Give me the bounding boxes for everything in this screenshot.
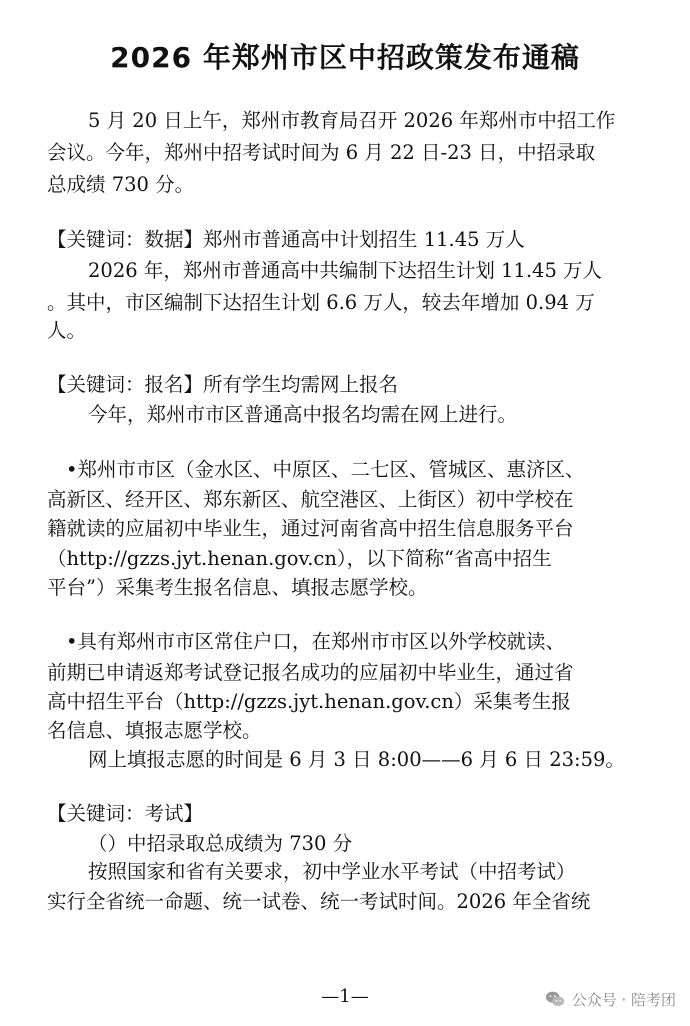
paragraph-line: （http://gzzs.jyt.henan.gov.cn），以下简称“省高中招生 [47,547,552,570]
paragraph-line: 籍就读的应届初中毕业生，通过河南省高中招生信息服务平台 [47,517,574,540]
page-title: 2026 年郑州市区中招政策发布通稿 [110,41,580,74]
page-number: —1— [321,986,369,1007]
paragraph-line: 会议。今年，郑州中招考试时间为 6 月 22 日-23 日，中招录取 [47,141,596,164]
paragraph-line: （）中招录取总成绩为 730 分 [88,832,353,855]
watermark [544,988,676,1010]
watermark-text: 公众号 · 陪考团 [571,990,676,1009]
paragraph-line: 名信息、填报志愿学校。 [47,719,262,742]
section-heading: 【关键词：报名】所有学生均需网上报名 [47,373,399,396]
paragraph-line: 2026 年，郑州市普通高中共编制下达招生计划 11.45 万人 [88,259,603,282]
section-heading: 【关键词：数据】郑州市普通高中计划招生 11.45 万人 [47,228,525,251]
paragraph-line: 人。 [47,319,87,342]
paragraph-line: 实行全省统一命题、统一试卷、统一考试时间。2026 年全省统 [47,890,591,913]
paragraph-line: 按照国家和省有关要求，初中学业水平考试（中招考试） [88,860,576,883]
bullet-line: •具有郑州市市区常住户口，在郑州市市区以外学校就读、 [66,630,566,653]
section-heading: 【关键词：考试】 [47,802,204,825]
paragraph-line: 今年，郑州市市区普通高中报名均需在网上进行。 [88,403,518,426]
paragraph-line: 5 月 20 日上午，郑州市教育局召开 2026 年郑州市中招工作 [88,109,616,132]
wechat-icon [544,988,566,1010]
paragraph-line: 。其中，市区编制下达招生计划 6.6 万人，较去年增加 0.94 万 [47,291,595,314]
paragraph-line: 高中招生平台（http://gzzs.jyt.henan.gov.cn）采集考生报 [47,690,571,713]
paragraph-line: 前期已申请返郑考试登记报名成功的应届初中毕业生，通过省 [47,661,574,684]
paragraph-line: 网上填报志愿的时间是 6 月 3 日 8:00——6 月 6 日 23:59。 [88,748,625,771]
paragraph-line: 平台”）采集考生报名信息、填报志愿学校。 [47,576,428,599]
bullet-line: •郑州市市区（金水区、中原区、二七区、管城区、惠济区、 [66,458,585,481]
paragraph-line: 总成绩 730 分。 [47,173,195,196]
paragraph-line: 高新区、经开区、郑东新区、航空港区、上街区）初中学校在 [47,488,574,511]
